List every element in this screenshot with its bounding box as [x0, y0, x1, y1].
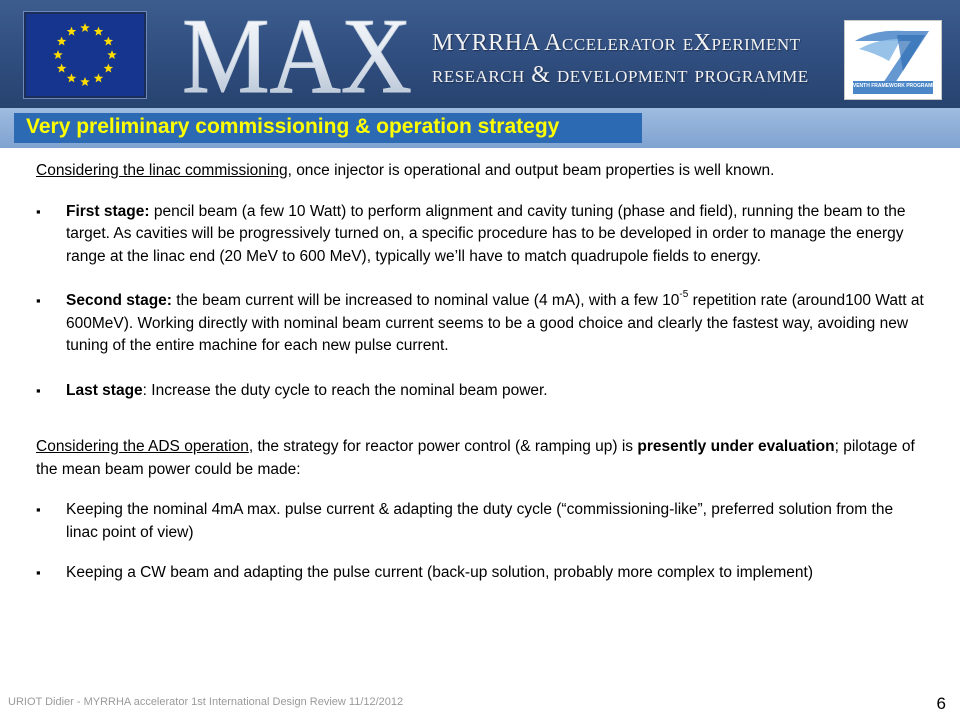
last-stage-label: Last stage: [66, 381, 143, 399]
eu-star-icon: [94, 73, 104, 82]
max-logo: [178, 6, 416, 104]
second-stage-exponent: -5: [679, 288, 689, 300]
eu-flag-logo: [24, 12, 146, 98]
eu-star-icon: [80, 23, 90, 32]
intro-paragraph: [36, 160, 926, 183]
fp7-logo-text: SEVENTH FRAMEWORK PROGRAMME: [846, 83, 940, 89]
slide-header: [0, 0, 960, 108]
bullet-cw-beam: [36, 562, 926, 585]
bullet-marker: ▪: [36, 203, 41, 219]
second-stage-text-cont: repetition rate (around100 Watt at 600MeV). Working directly with nominal beam current seems to be a good choice and clearly the fastest way, avoiding new tuning of the entire machine for each new pulse current.: [66, 292, 924, 354]
max-logo-text: MAX: [182, 6, 412, 104]
intro-underlined: Considering the linac commissioning: [36, 162, 288, 179]
program-title-line2: research & development programme: [432, 62, 809, 88]
ads-underlined: Considering the ADS operation: [36, 438, 249, 455]
eu-star-icon: [57, 37, 67, 46]
eu-star-icon: [67, 27, 77, 36]
slide-title: Very preliminary commissioning & operation strategy: [26, 115, 560, 138]
page-number: 6: [936, 694, 946, 713]
eu-star-icon: [57, 64, 67, 73]
program-title-line1: MYRRHA Accelerator eXperiment: [432, 30, 801, 56]
second-stage-text: the beam current will be increased to nominal value (4 mA), with a few 10: [171, 292, 680, 309]
ads-text-end: ; pilotage of the mean beam power could be made:: [36, 438, 915, 478]
bullet-nominal-current: [36, 499, 926, 544]
bullet-first-stage: [36, 201, 926, 269]
ads-text: , the strategy for reactor power control (& ramping up) is: [248, 438, 638, 455]
slide-body: [36, 160, 926, 585]
eu-star-icon: [67, 73, 77, 82]
eu-stars-icon: [26, 14, 144, 96]
bullet-second-stage: [36, 290, 926, 358]
eu-star-icon: [104, 37, 114, 46]
bullet-marker: ▪: [36, 502, 41, 517]
bullet-marker: ▪: [36, 382, 41, 398]
bullet-marker: ▪: [36, 293, 41, 308]
eu-star-icon: [107, 50, 117, 59]
intro-text: , once injector is operational and output beam properties is well known.: [287, 162, 775, 179]
nominal-current-text: Keeping the nominal 4mA max. pulse current & adapting the duty cycle (“commissioning-like”, preferred solution from the linac point of view): [66, 501, 894, 541]
title-band: [14, 113, 642, 143]
eu-star-icon: [94, 27, 104, 36]
footer-text: URIOT Didier - MYRRHA accelerator 1st International Design Review 11/12/2012: [8, 696, 404, 708]
ads-paragraph: [36, 436, 926, 481]
eu-star-icon: [53, 50, 63, 59]
bullet-last-stage: [36, 380, 926, 403]
second-stage-label: Second stage:: [66, 292, 172, 309]
first-stage-label: First stage:: [66, 202, 150, 220]
fp7-logo: [844, 20, 942, 100]
first-stage-text: pencil beam (a few 10 Watt) to perform alignment and cavity tuning (phase and field), running the beam to the target. As cavities will be progressively turned on, a specific procedure has to be developed in order to manage the energy range at the linac end (20 MeV to 600 MeV), typically we’ll have to match quadrupole fields to energy.: [66, 202, 906, 265]
bullet-marker: ▪: [36, 565, 41, 580]
ads-bold: presently under evaluation: [637, 438, 835, 455]
eu-star-icon: [80, 77, 90, 86]
cw-beam-text: Keeping a CW beam and adapting the pulse current (back-up solution, probably more complex to implement): [66, 564, 813, 581]
last-stage-text: : Increase the duty cycle to reach the nominal beam power.: [142, 381, 548, 399]
title-bar: [0, 108, 960, 148]
eu-star-icon: [104, 64, 114, 73]
